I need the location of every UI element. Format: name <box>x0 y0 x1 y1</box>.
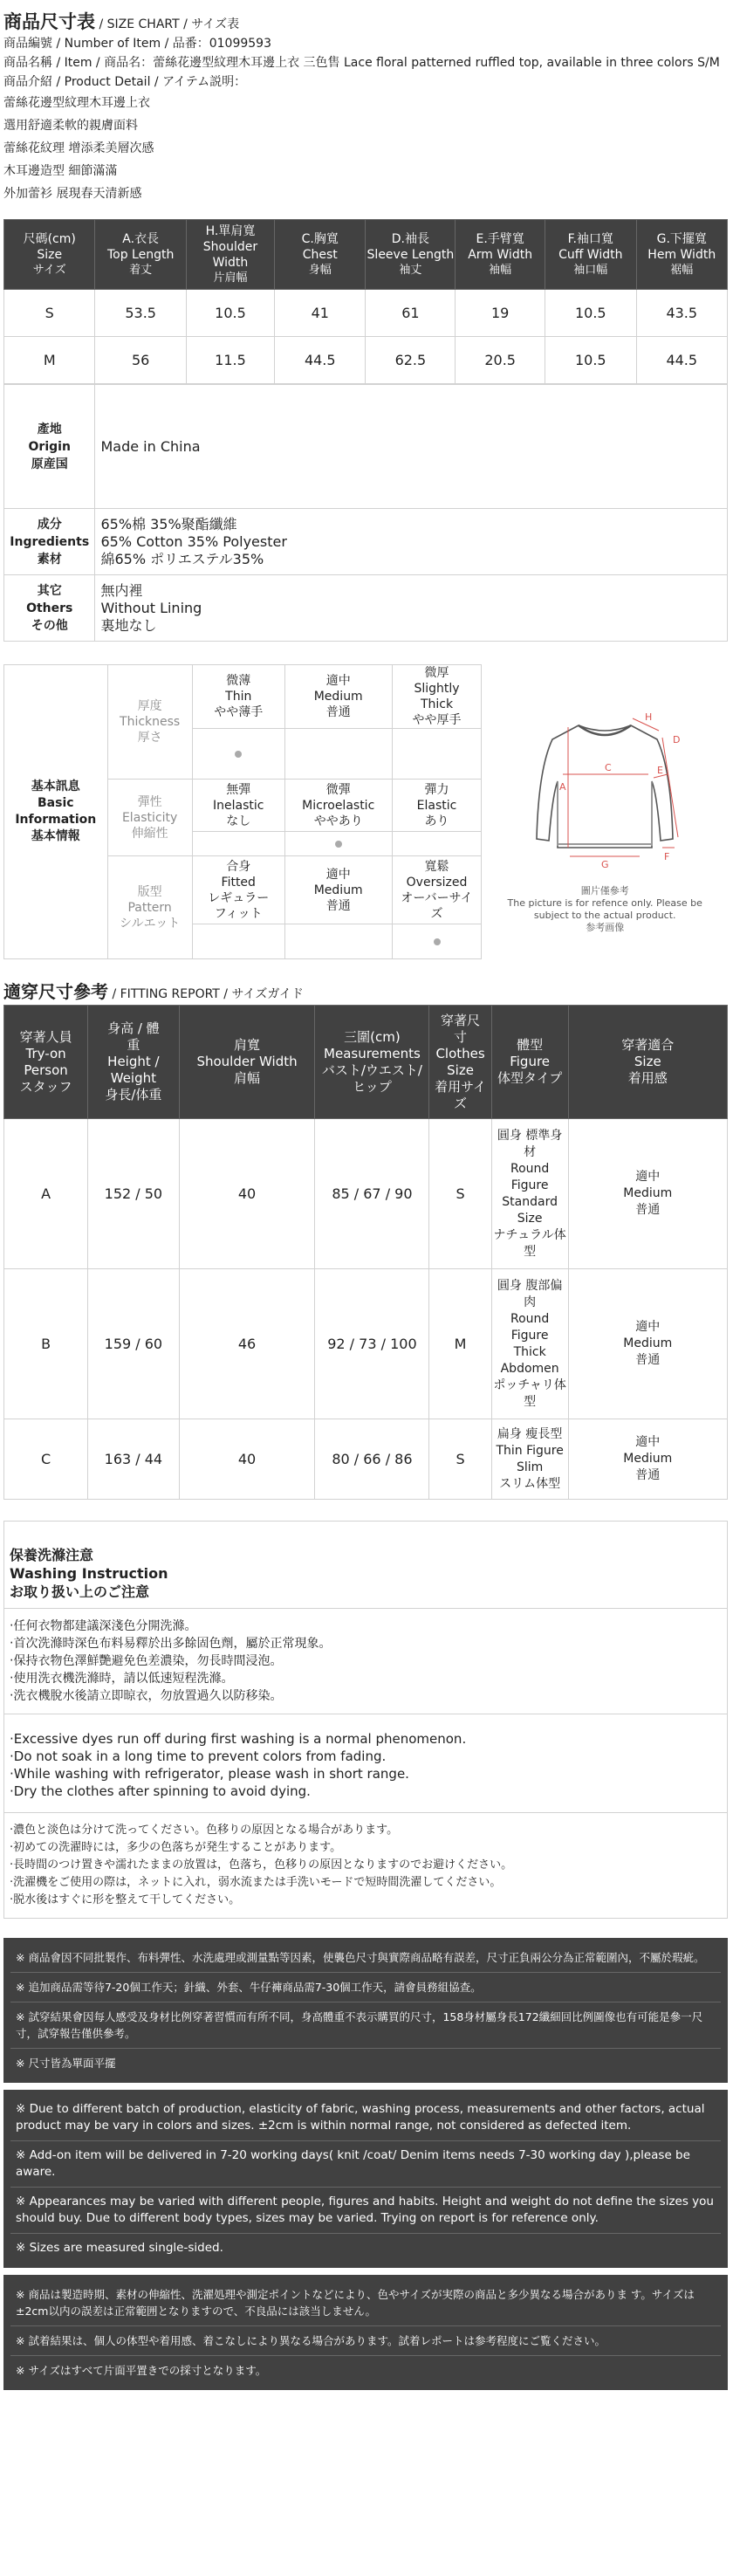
basic-info-label: 基本訊息 Basic Information 基本情報 <box>4 665 108 959</box>
table-cell: 40 <box>179 1119 315 1269</box>
thickness-option-medium: 適中 Medium 普通 <box>284 665 392 729</box>
garment-diagram-cell <box>482 665 728 959</box>
table-cell: 43.5 <box>636 290 728 337</box>
table-cell: 20.5 <box>456 337 545 384</box>
note-line: ※ 試着結果は、個人の体型や着用感、着こなしにより異なる場合があります。試着レポートは参考程度にご覧ください。 <box>10 2326 721 2356</box>
selected-dot-icon <box>434 938 441 945</box>
note-line: ※ 尺寸皆為單面平擺 <box>16 2057 116 2070</box>
table-cell: 152 / 50 <box>88 1119 179 1269</box>
fitting-report-title <box>3 979 728 1005</box>
selected-dot-icon <box>335 841 342 848</box>
thickness-row <box>4 665 729 729</box>
fitting-row-b <box>4 1269 728 1419</box>
figure-col-header: 體型 Figure 体型タイプ <box>491 1006 568 1119</box>
fitting-title-rest: / FITTING REPORT / サイズガイド <box>108 987 304 1001</box>
table-cell: 61 <box>366 290 456 337</box>
sleeve-length-col-header: D.袖長 Sleeve Length 袖丈 <box>366 220 456 290</box>
pattern-option-medium: 適中 Medium 普通 <box>284 856 392 924</box>
size-chart-title <box>3 12 728 34</box>
material-info-table <box>3 384 728 642</box>
table-cell: M <box>4 337 95 384</box>
elasticity-option-micro: 微彈 Microelastic ややあり <box>284 780 392 832</box>
detail-line: 木耳邊造型 細節滿滿 <box>3 164 118 178</box>
table-cell: 85 / 67 / 90 <box>315 1119 429 1269</box>
origin-label: 產地 Origin 原産国 <box>4 385 95 509</box>
size-table-header <box>4 220 728 290</box>
pattern-mark-fitted <box>192 924 284 959</box>
item-number: 商品編號 / Number of Item / 品番：01099593 <box>3 37 271 51</box>
pattern-option-oversized: 寬鬆 Oversized オーバーサイ ズ <box>392 856 482 924</box>
shoulder-col-header: 肩寬 Shoulder Width 肩幅 <box>179 1006 315 1119</box>
fitting-table-header <box>4 1006 728 1119</box>
fitting-row-c <box>4 1419 728 1500</box>
washing-ja-list: ‧濃色と淡色は分けて洗ってください。色移りの原因となる場合があります。 ‧初めての洗濯時には，多少の色落ちが発生することがあります。 ‧長時間のつけ置きや濡れたままの放置は，色落ち，色移りの原因となりますのでお避けください。 ‧洗濯機をご使用の際は，ネットに入れ，弱水流または手洗いモードで短時間洗濯してください。 ‧脱水後はすぐに形を整えて干してください。 <box>10 1824 513 1906</box>
garment-diagram <box>517 690 692 881</box>
elasticity-option-inelastic: 無彈 Inelastic なし <box>192 780 284 832</box>
notes-ja <box>3 2275 728 2390</box>
size-row-s <box>4 290 728 337</box>
table-cell: A <box>4 1119 88 1269</box>
note-line: ※ 商品會因不同批製作、布料彈性、水洗處理或測量點等因素，使襲色尺寸與實際商品略有誤差，尺寸正負兩公分為正常範圍內，不屬於瑕疵。 <box>10 1943 721 1973</box>
pattern-option-fitted: 合身 Fitted レギュラー フィット <box>192 856 284 924</box>
thickness-mark-medium <box>284 729 392 780</box>
washing-instruction-section <box>3 1521 728 1919</box>
table-cell: 11.5 <box>186 337 274 384</box>
product-header <box>3 0 728 205</box>
diagram-label-e: E <box>657 764 664 776</box>
size-row-m <box>4 337 728 384</box>
elasticity-mark-micro <box>284 832 392 856</box>
notes-section <box>3 1938 728 2390</box>
clothes-size-col-header: 穿著尺 寸 Clothes Size 着用サイ ズ <box>429 1006 491 1119</box>
height-weight-col-header: 身高 / 體 重 Height / Weight 身長/体重 <box>88 1006 179 1119</box>
table-cell: 44.5 <box>275 337 366 384</box>
note-line: ※ Appearances may be varied with different people, figures and habits. Height and weight do not define the sizes you should buy. Due to different body types, sizes may be varied. Trying on report is for reference only. <box>10 2188 721 2234</box>
size-table <box>3 219 728 384</box>
table-cell: B <box>4 1269 88 1419</box>
note-line: ※ 追加商品需等待7-20個工作天；針織、外套、牛仔褲商品需7-30個工作天，請會員務組協查。 <box>10 1973 721 2002</box>
detail-line: 外加蕾衫 展現春天清新感 <box>3 187 142 201</box>
pattern-mark-medium <box>284 924 392 959</box>
diagram-caption: 圖片僅參考 The picture is for refence only. Please be subject to the actual product. 参考画像 <box>507 884 702 933</box>
thickness-option-thin: 微薄 Thin やや薄手 <box>192 665 284 729</box>
others-label: 其它 Others その他 <box>4 575 95 642</box>
item-name: 商品名稱 / Item / 商品名：蕾絲花邊型紋理木耳邊上衣 三色售 Lace floral patterned ruffled top, available in three colors S/M <box>3 56 720 70</box>
elasticity-category: 彈性 Elasticity 伸縮性 <box>107 780 192 856</box>
detail-line: 蕾絲花紋理 增添柔美層次感 <box>3 141 154 155</box>
note-line: ※ サイズはすべて片面平置きでの採寸となります。 <box>16 2364 267 2377</box>
table-cell: S <box>429 1419 491 1500</box>
ingredients-value: 65%棉 35%聚酯纖維 65% Cotton 35% Polyester 綿65% ポリエステル35% <box>95 509 728 575</box>
basic-info-table <box>3 664 728 959</box>
table-cell: 62.5 <box>366 337 456 384</box>
table-cell: 159 / 60 <box>88 1269 179 1419</box>
ingredients-row <box>4 509 728 575</box>
garment-outline <box>537 725 673 848</box>
diagram-label-g: G <box>601 858 609 870</box>
diagram-label-h: H <box>645 711 653 723</box>
table-cell: M <box>429 1269 491 1419</box>
table-cell: S <box>4 290 95 337</box>
table-cell: 163 / 44 <box>88 1419 179 1500</box>
notes-en <box>3 2090 728 2268</box>
measurements-col-header: 三圍(cm) Measurements バスト/ウエスト/ ヒップ <box>315 1006 429 1119</box>
fit-cell: 適中 Medium 普通 <box>568 1119 727 1269</box>
note-line: ※ Add-on item will be delivered in 7-20 working days( knit /coat/ Denim items needs 7-30 working day ),please be aware. <box>10 2141 721 2188</box>
fit-col-header: 穿著適合 Size 着用感 <box>568 1006 727 1119</box>
diagram-label-a: A <box>559 780 566 793</box>
table-cell: 40 <box>179 1419 315 1500</box>
table-cell: C <box>4 1419 88 1500</box>
fit-cell: 適中 Medium 普通 <box>568 1269 727 1419</box>
detail-line: 選用舒適柔軟的親膚面料 <box>3 119 138 133</box>
table-cell: 44.5 <box>636 337 728 384</box>
note-line: ※ Sizes are measured single-sided. <box>16 2241 223 2255</box>
elasticity-mark-elastic <box>392 832 482 856</box>
note-line: ※ 試穿結果會因每人感受及身材比例穿著習慣而有所不同，身高體重不表示購買的尺寸，158身材屬身長172纖細回比例圖像也有可能是參一尺寸，試穿報告僅供參考。 <box>10 2002 721 2049</box>
others-value: 無内裡 Without Lining 裏地なし <box>95 575 728 642</box>
table-cell: 53.5 <box>95 290 186 337</box>
table-cell: 46 <box>179 1269 315 1419</box>
table-cell: 10.5 <box>545 290 636 337</box>
note-line: ※ Due to different batch of production, elasticity of fabric, washing process, measurements and other factors, actual product may be vary in colors and sizes. ±2cm is within normal range, not considered as defected item. <box>10 2095 721 2141</box>
top-length-col-header: A.衣長 Top Length 着丈 <box>95 220 186 290</box>
cuff-width-col-header: F.袖口寬 Cuff Width 袖口幅 <box>545 220 636 290</box>
table-cell: 80 / 66 / 86 <box>315 1419 429 1500</box>
product-detail-list <box>3 92 728 205</box>
size-chart-title-rest: / SIZE CHART / サイズ表 <box>95 17 240 31</box>
washing-zh-list: ‧任何衣物都建議深淺色分開洗滌。 ‧首次洗滌時深色布料易釋於出多餘固色劑，屬於正常現象。 ‧保持衣物色澤鮮艷避免色差濃染，勿長時間浸泡。 ‧使用洗衣機洗滌時，請以低速短程洗滌。 ‧洗衣機脫水後請立即晾衣，勿放置過久以防移染。 <box>4 1609 727 1714</box>
fit-cell: 適中 Medium 普通 <box>568 1419 727 1500</box>
fitting-title-main: 適穿尺寸參考 <box>3 981 108 1002</box>
thickness-option-thick: 微厚 Slightly Thick やや厚手 <box>392 665 482 729</box>
figure-cell: 圓身 腹部偏 肉 Round Figure Thick Abdomen ポッチャリ体 型 <box>491 1269 568 1419</box>
elasticity-mark-inelastic <box>192 832 284 856</box>
size-chart-title-main: 商品尺寸表 <box>3 11 95 32</box>
washing-title: 保養洗滌注意 Washing Instruction お取り扱い上のご注意 <box>4 1522 727 1609</box>
table-cell: 10.5 <box>545 337 636 384</box>
size-col-header: 尺碼(cm) Size サイズ <box>4 220 95 290</box>
table-cell: 56 <box>95 337 186 384</box>
ingredients-label: 成分 Ingredients 素材 <box>4 509 95 575</box>
diagram-label-c: C <box>605 761 612 773</box>
figure-cell: 圓身 標準身 材 Round Figure Standard Size ナチュラル体 型 <box>491 1119 568 1269</box>
others-row <box>4 575 728 642</box>
person-col-header: 穿著人員 Try-on Person スタッフ <box>4 1006 88 1119</box>
table-cell: 19 <box>456 290 545 337</box>
washing-en-list: ‧Excessive dyes run off during first washing is a normal phenomenon. ‧Do not soak in a long time to prevent colors from fading. ‧While washing with refrigerator, please wash in short range. ‧Dry the clothes after spinning to avoid dying. <box>4 1714 727 1813</box>
origin-value: Made in China <box>95 385 728 509</box>
notes-zh <box>3 1938 728 2083</box>
shoulder-width-col-header: H.單肩寬 Shoulder Width 片肩幅 <box>186 220 274 290</box>
diagram-label-d: D <box>673 733 681 745</box>
origin-row <box>4 385 728 509</box>
elasticity-option-elastic: 彈力 Elastic あり <box>392 780 482 832</box>
note-line: ※ 商品は製造時期、素材の伸縮性、洗濯処理や測定ポイントなどにより、色やサイズが実際の商品と多少異なる場合がありま す。サイズは±2cm以内の誤差は正常範囲となりますので、不良品には該当しません。 <box>10 2280 721 2326</box>
thickness-category: 厚度 Thickness 厚さ <box>107 665 192 780</box>
pattern-category: 版型 Pattern シルエット <box>107 856 192 959</box>
table-cell: 92 / 73 / 100 <box>315 1269 429 1419</box>
product-detail-label: 商品介紹 / Product Detail / アイテム説明： <box>3 75 247 89</box>
table-cell: 41 <box>275 290 366 337</box>
thickness-mark-thick <box>392 729 482 780</box>
figure-cell: 扁身 瘦長型 Thin Figure Slim スリム体型 <box>491 1419 568 1500</box>
table-cell: 10.5 <box>186 290 274 337</box>
hem-width-col-header: G.下擺寬 Hem Width 裾幅 <box>636 220 728 290</box>
pattern-mark-oversized <box>392 924 482 959</box>
table-cell: S <box>429 1119 491 1269</box>
chest-col-header: C.胸寬 Chest 身幅 <box>275 220 366 290</box>
fitting-row-a <box>4 1119 728 1269</box>
detail-line: 蕾絲花邊型紋理木耳邊上衣 <box>3 96 150 110</box>
arm-width-col-header: E.手臂寬 Arm Width 袖幅 <box>456 220 545 290</box>
diagram-label-f: F <box>664 850 670 862</box>
thickness-mark-thin <box>192 729 284 780</box>
selected-dot-icon <box>235 751 242 758</box>
fitting-report-table <box>3 1005 728 1500</box>
